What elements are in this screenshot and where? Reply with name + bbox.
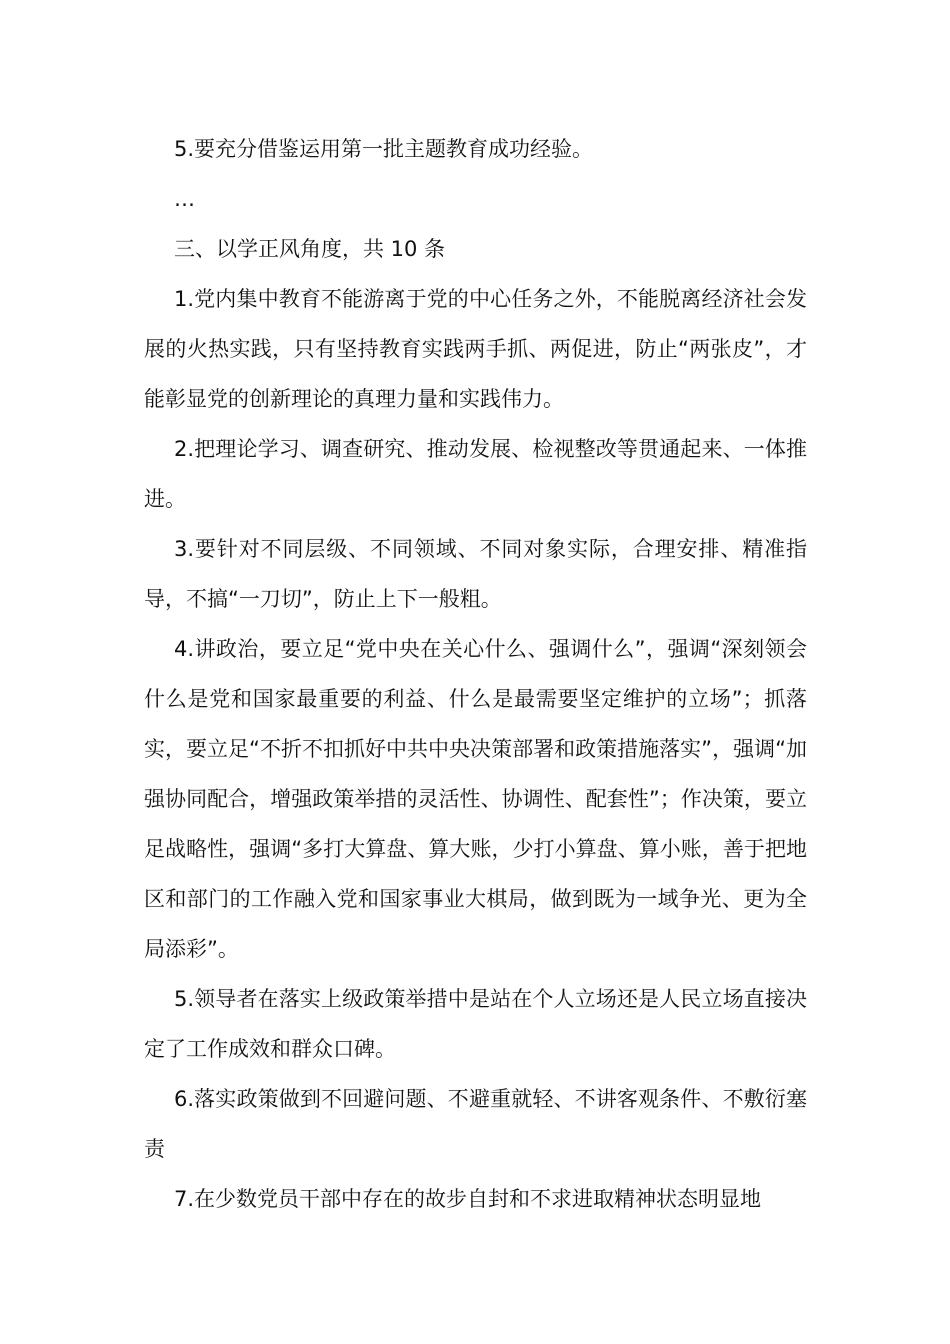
document-body	[144, 124, 807, 1224]
paragraph-item-1: 1.党内集中教育不能游离于党的中心任务之外，不能脱离经济社会发展的火热实践，只有坚持教育实践两手抓、两促进，防止“两张皮”，才能彰显党的创新理论的真理力量和实践伟力。	[144, 287, 807, 411]
paragraph-item-5-previous: 5.要充分借鉴运用第一批主题教育成功经验。	[174, 137, 594, 161]
section-heading: 三、以学正风角度，共 10 条	[174, 237, 446, 261]
paragraph-item-2: 2.把理论学习、调查研究、推动发展、检视整改等贯通起来、一体推进。	[144, 437, 807, 511]
paragraph-item-3: 3.要针对不同层级、不同领域、不同对象实际，合理安排、精准指导，不搞“一刀切”，防止上下一般粗。	[144, 537, 807, 611]
paragraph-item-4: 4.讲政治，要立足“党中央在关心什么、强调什么”，强调“深刻领会什么是党和国家最重要的利益、什么是最需要坚定维护的立场”；抓落实，要立足“不折不扣抓好中共中央决策部署和政策措施落实”，强调“加强协同配合，增强政策举措的灵活性、协调性、配套性”；作决策，要立足战略性，强调“多打大算盘、算大账，少打小算盘、算小账，善于把地区和部门的工作融入党和国家事业大棋局，做到既为一域争光、更为全局添彩”。	[144, 637, 807, 961]
paragraph-item-7: 7.在少数党员干部中存在的故步自封和不求进取精神状态明显地	[174, 1187, 762, 1211]
ellipsis-line: …	[174, 187, 195, 211]
paragraph-item-6: 6.落实政策做到不回避问题、不避重就轻、不讲客观条件、不敷衍塞责	[144, 1087, 807, 1161]
paragraph-item-5: 5.领导者在落实上级政策举措中是站在个人立场还是人民立场直接决定了工作成效和群众口碑。	[144, 987, 807, 1061]
